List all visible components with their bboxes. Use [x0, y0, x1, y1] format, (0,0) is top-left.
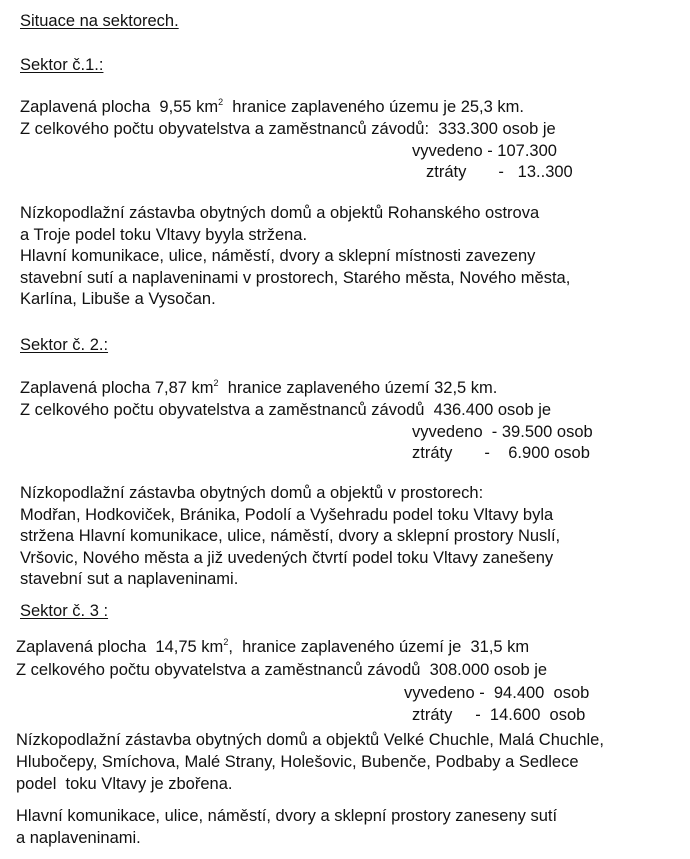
sector1-losses: ztráty - 13..300 — [426, 163, 573, 181]
sector1-para-line: a Troje podel toku Vltavy byyla stržena. — [20, 226, 308, 244]
page-title: Situace na sektorech. — [20, 12, 179, 30]
sector3-area-prefix: Zaplavená plocha 14,75 km — [16, 638, 224, 656]
sector2-area-prefix: Zaplavená plocha 7,87 km — [20, 379, 214, 397]
sector1-area-sup: 2 — [218, 97, 224, 107]
sector2-para-line: Modřan, Hodkoviček, Bránika, Podolí a Vyšehradu podel toku Vltavy byla — [20, 506, 554, 524]
sector3-heading: Sektor č. 3 : — [20, 602, 109, 620]
sector1-heading: Sektor č.1.: — [20, 56, 104, 74]
sector1-area-prefix: Zaplavená plocha 9,55 km — [20, 98, 219, 116]
sector3-para-line: Hlubočepy, Smíchova, Malé Strany, Holešovic, Bubenče, Podbaby a Sedlece — [16, 753, 579, 771]
sector3-losses: ztráty - 14.600 osob — [412, 706, 586, 724]
sector3-area — [16, 636, 529, 658]
sector2-para-line: stavební sut a naplaveninami. — [20, 570, 239, 588]
sector1-area — [20, 96, 524, 118]
sector2-para-line: Vršovic, Nového města a již uvedených čtvrtí podel toku Vltavy zanešeny — [20, 549, 554, 567]
sector1-para-line: Nízkopodlažní zástavba obytných domů a objektů Rohanského ostrova — [20, 204, 540, 222]
sector3-para2-line: a naplaveninami. — [16, 829, 141, 847]
sector1-area-suffix: hranice zaplaveného územu je 25,3 km. — [223, 98, 524, 116]
sector1-para-line: Karlína, Libuše a Vysočan. — [20, 290, 216, 308]
sector2-para-line: Nízkopodlažní zástavba obytných domů a objektů v prostorech: — [20, 484, 484, 502]
sector3-para-line: podel toku Vltavy je zbořena. — [16, 775, 233, 793]
sector3-population: Z celkového počtu obyvatelstva a zaměstnanců závodů 308.000 osob je — [16, 661, 548, 679]
sector2-heading: Sektor č. 2.: — [20, 336, 109, 354]
sector2-para-line: stržena Hlavní komunikace, ulice, náměstí, dvory a sklepní prostory Nuslí, — [20, 527, 561, 545]
sector3-para-line: Nízkopodlažní zástavba obytných domů a objektů Velké Chuchle, Malá Chuchle, — [16, 731, 604, 749]
sector2-area — [20, 377, 497, 399]
sector1-population: Z celkového počtu obyvatelstva a zaměstnanců závodů: 333.300 osob je — [20, 120, 556, 138]
sector2-evacuated: vyvedeno - 39.500 osob — [412, 423, 593, 441]
sector3-para2-line: Hlavní komunikace, ulice, náměstí, dvory a sklepní prostory zaneseny sutí — [16, 807, 558, 825]
sector2-area-sup: 2 — [213, 378, 219, 388]
sector2-area-suffix: hranice zaplaveného území 32,5 km. — [218, 379, 498, 397]
sector2-population: Z celkového počtu obyvatelstva a zaměstnanců závodů 436.400 osob je — [20, 401, 552, 419]
sector1-evacuated: vyvedeno - 107.300 — [412, 142, 557, 160]
sector3-area-suffix: , hranice zaplaveného území je 31,5 km — [228, 638, 530, 656]
sector1-para-line: stavební sutí a naplaveninami v prostorech, Starého města, Nového města, — [20, 269, 571, 287]
sector1-para-line: Hlavní komunikace, ulice, náměstí, dvory a sklepní místnosti zavezeny — [20, 247, 536, 265]
sector3-area-sup: 2 — [223, 637, 229, 647]
sector2-losses: ztráty - 6.900 osob — [412, 444, 590, 462]
sector3-evacuated: vyvedeno - 94.400 osob — [404, 684, 590, 702]
